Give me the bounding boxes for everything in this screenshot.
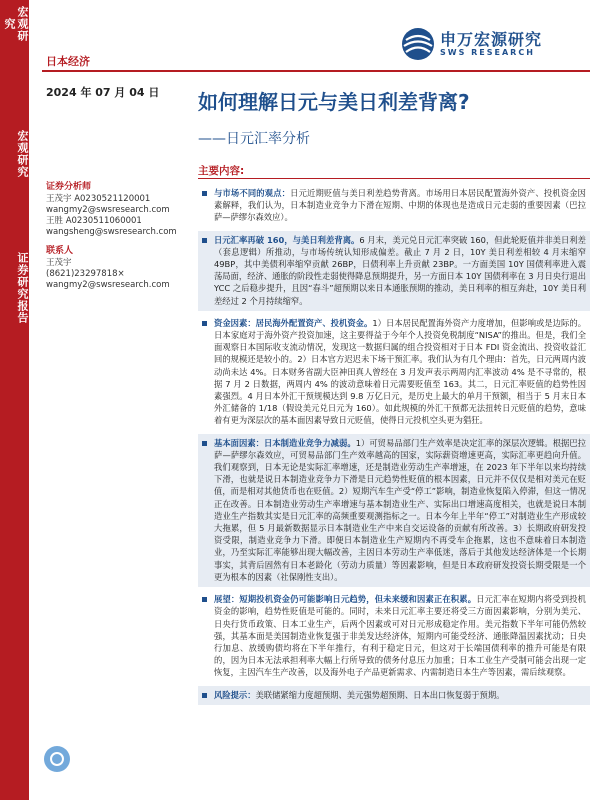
bullet-body: 日元汇率在短期内将受到投机资金的影响，趋势性贬值是可能的。同时，未来日元汇率主要还将受三方面因素影响，分别为美元、日央行货币政策、日本工业生产，后两个因素或可对日元形成稳定作用。美元指数下半年可能仍然较强，其基本面是美国制造业恢复强于非美发达经济体，短期内可能受经济、通胀降温因素扰动；日央行加息、放缓购债均将在下半年推行，有利于稳定日元，但这对于长端国债利率的推升可能是有限的，因为日本无法承担利率大幅上行所导致的债务付息压力加重；日本工业生产受制可能会出现一定恢复，主因汽车生产改善，以及海外电子产品更新需求、内需制造日本生产等因素，需后续观察。: [214, 594, 586, 678]
bullet-item: [198, 231, 590, 311]
summary-rule: [198, 178, 590, 179]
region-label: 日本经济: [46, 55, 90, 68]
analyst-line: 王胜 A0230511060001: [46, 216, 142, 226]
bullet-square-icon: [202, 441, 207, 446]
bullet-square-icon: [202, 191, 207, 196]
sidebar-tab-macro-research: 宏观研究: [16, 130, 29, 178]
contact-email[interactable]: wangmy2@swsresearch.com: [46, 280, 170, 290]
contact-phone: (8621)23297818×: [46, 269, 125, 279]
header-rule: [42, 70, 590, 72]
bullet-item: [198, 314, 590, 431]
bullet-lead: 风险提示：: [214, 689, 256, 700]
sidebar-tab-macro: 宏观研究: [3, 6, 29, 42]
bullet-lead: 与市场不同的观点：: [214, 188, 291, 198]
bullet-square-icon: [202, 238, 207, 243]
company-logo: [400, 24, 590, 64]
watermark-circle-icon: [44, 746, 70, 772]
bullet-body: 6 月末，美元兑日元汇率突破 160，但此轮贬值并非美日利差（套息逻辑）所推动，与市场传统认知形成偏差。截止 7 月 2 日，10Y 美日利差相较 4 月末缩窄 49BP，其中美债利率缩窄贡献 26BP，日债利率上升贡献 23BP。一方面美国 10Y 国债利率进入震荡局面，经济、通胀的阶段性走弱使得降息预期提升，另一方面日本 10Y 国债利率在 3 月日央行退出 YCC 之后稳步提升，且因“春斗”超预期以来日本通胀预期的推动，美日利率的相互奔赴，10Y 美日利差经过 2 个月持续缩窄。: [214, 234, 586, 306]
summary-heading: 主要内容:: [198, 165, 245, 177]
analyst-heading: 证券分析师: [46, 182, 92, 192]
bullet-body: 日元近期贬值与美日利差趋势背离。市场用日本居民配置海外资产、投机资金因素解释，我们认为，日本制造业竞争力下滑在短期、中期的体现也是造成日元走弱的重要因素（巴拉萨—萨缪尔森效应）。: [214, 188, 586, 223]
logo-globe-icon: [400, 26, 436, 62]
bullet-lead: 基本面因素：日本制造业竞争力减弱。: [214, 437, 356, 448]
summary-content: [198, 184, 590, 796]
report-date: 2024 年 07 月 04 日: [46, 86, 160, 99]
side-strip: [0, 0, 29, 800]
analyst-line: 王茂宇 A0230521120001: [46, 194, 151, 204]
bullet-square-icon: [202, 321, 207, 326]
bullet-item: [198, 590, 590, 682]
analyst-block: [46, 182, 186, 291]
logo-text-cn: 申万宏源研究: [440, 30, 543, 49]
bullet-square-icon: [202, 693, 207, 698]
sidebar-tab-securities-report: 证券研究报告: [16, 252, 29, 324]
analyst-email[interactable]: wangsheng@swsresearch.com: [46, 227, 177, 237]
bullet-body: 美联储紧缩力度超预期、美元强势超预期、日本出口恢复弱于预期。: [255, 689, 505, 700]
report-subtitle: ——日元汇率分析: [198, 131, 310, 147]
bullet-body: 1）日本居民配置海外资产力度增加，但影响或是边际的。日本家庭对于海外资产投资加速，这主要得益于今年个人投资免税制度“NISA”的推出。但是，我们全面观察日本国际收支流动情况，发现这一数据归属的组合投资相对于日本 FDI 资金流出、投资收益汇回的规模还是较小的。2）日本官方迟迟未下场干预汇率。我们认为有几个理由：首先，日元两周内波动尚未达 4%。日本财务省副大臣神田真人曾经在 3 月发声表示两周内汇率波动 4% 是不寻常的，根据 7 月 2 日数据，两周内 4% 的波动意味着日元需要贬值至 163。其二，日元汇率贬值的趋势性因素强烈。4 月日本外汇干预规模达到 9.8 万亿日元，是历史上最大的单月干预额，相当于 5 月末日本外汇储备的 1/18（假设美元兑日元为 160）。如此规模的外汇干预都无法扭转日元贬值的趋势，意味着有更为深层次的基本面因素导致日元贬值，使得日元投机空头更为猖狂。: [214, 317, 586, 426]
bullet-lead: 展望：短期投机资金仍可能影响日元趋势，但未来缓和因素正在积累。: [214, 594, 477, 605]
report-title: 如何理解日元与美日利差背离?: [198, 90, 470, 114]
bullet-lead: 资金因素：居民海外配置资产、投机资金。: [214, 317, 373, 328]
bullet-body: 1）可贸易品部门生产效率是决定汇率的深层次逻辑。根据巴拉萨—萨缪尔森效应，可贸易品部门生产效率越高的国家，实际薪资增速更高，实际汇率更趋向升值。我们观察到，日本无论是实际汇率增速，还是制造业劳动生产率增速，在 2023 年下半年以来均持续下滑，也就是说日本制造业竞争力下滑是日元趋势性贬值的根本因素，日元并不仅仅是相对美元在贬值，而是相对其他货币也在贬值。2）短期汽车生产受“停工”影响，制造业恢复陷入停滞，但这一情况正在改善。日本制造业劳动生产率增速与基本制造业生产、实际出口增速高度相关，也就是说日本制造业生产指数其实是日元汇率的高频重要观测指标之一。日本今年上半年“停工”对制造业生产形成较大拖累，但 5 月最新数据显示日本制造业生产中来自交运设备的贡献有所改善。3）长期政府研发投资受限，制造业竞争力下滑。即便日本制造业生产短期内不再受车企拖累，这也不意味着日本制造业，乃至实际汇率能够出现大幅改善，主因日本劳动生产率低迷，落后于其他发达经济体是一个长期事实，其背后固然有日本老龄化（劳动力质量）等因素影响，但是日本政府研发投资长期受限是一个更为根本的因素（社保刚性支出）。: [214, 437, 586, 582]
bullet-item: [198, 686, 590, 705]
logo-text-en: SWS RESEARCH: [440, 48, 535, 57]
contact-heading: 联系人: [46, 246, 74, 256]
bullet-item: [198, 184, 590, 228]
analyst-email[interactable]: wangmy2@swsresearch.com: [46, 205, 170, 215]
bullet-square-icon: [202, 597, 207, 602]
bullet-item: [198, 434, 590, 587]
contact-name: 王茂宇: [46, 258, 72, 268]
bullet-lead: 日元汇率再破 160，与美日利差背离。: [214, 234, 360, 245]
